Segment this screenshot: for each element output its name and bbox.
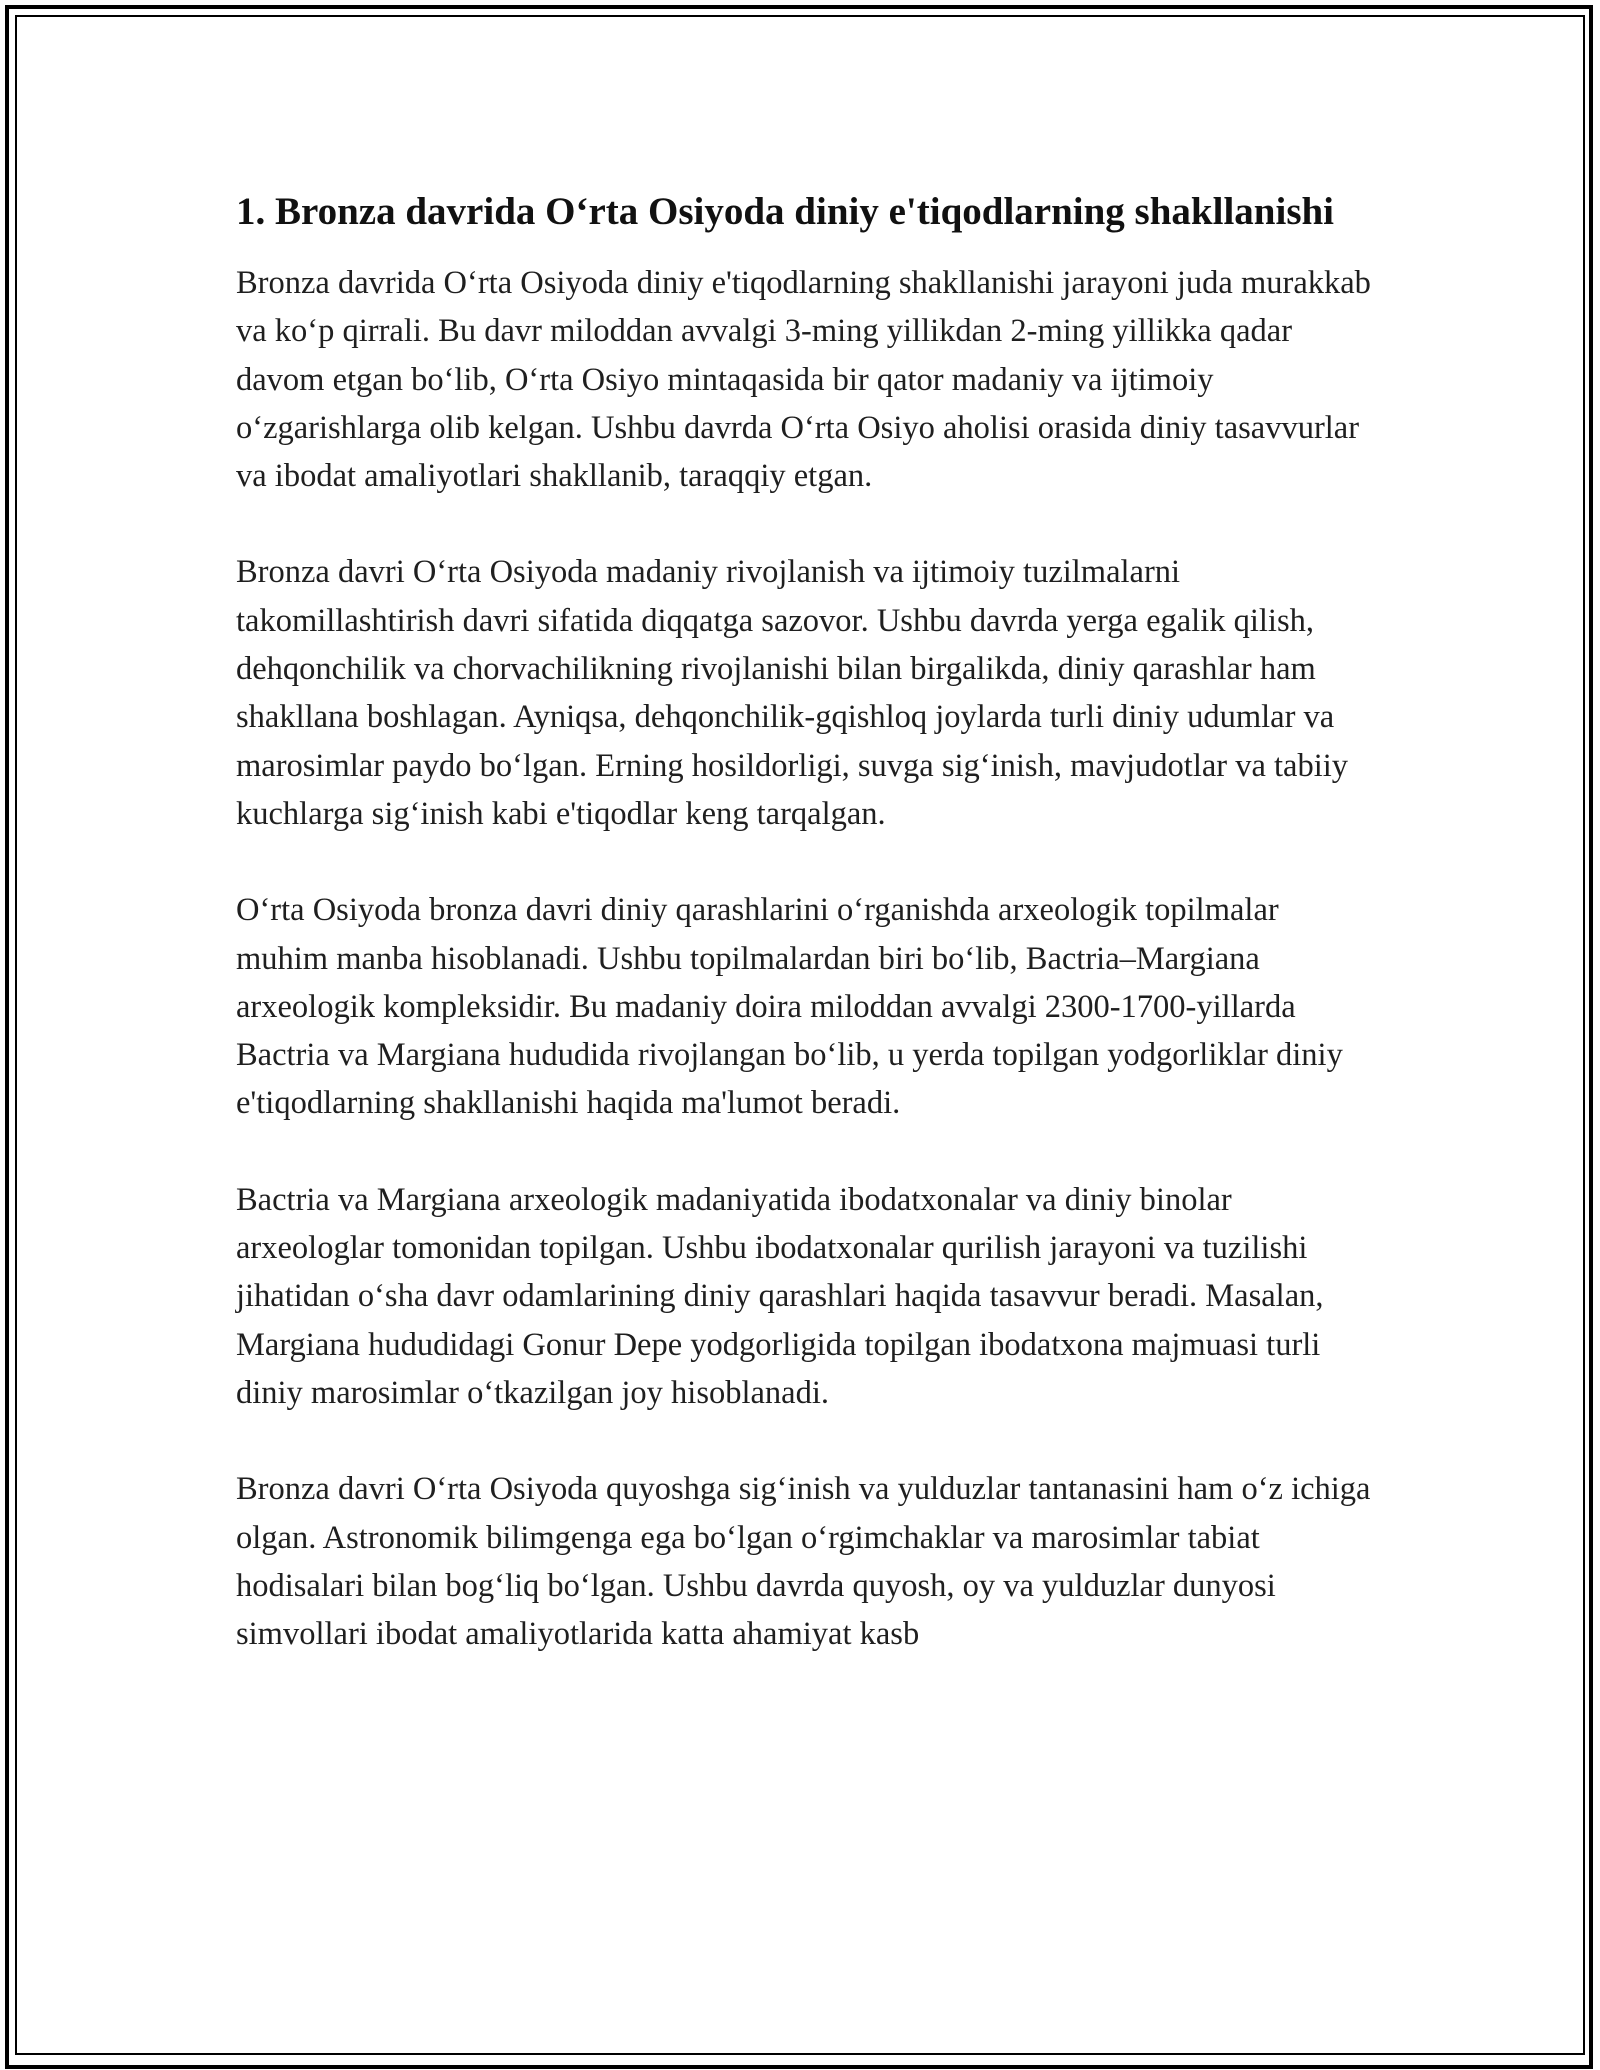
document-body <box>236 185 1376 1706</box>
paragraph-5: Bronza davri O‘rta Osiyoda quyoshga sig‘inish va yulduzlar tantanasini ham o‘z ichiga olgan. Astronomik bilimgenga ega bo‘lgan o‘rgimchaklar va marosimlar tabiat hodisalari bilan bog‘liq bo‘lgan. Ushbu davrda quyosh, oy va yulduzlar dunyosi simvollari ibodat amaliyotlarida katta ahamiyat kasb <box>236 1471 1371 1653</box>
section-heading: 1. Bronza davrida O‘rta Osiyoda diniy e'tiqodlarning shakllanishi <box>236 190 1335 233</box>
paragraph-2: Bronza davri O‘rta Osiyoda madaniy rivojlanish va ijtimoiy tuzilmalarni takomillashtirish davri sifatida diqqatga sazovor. Ushbu davrda yerga egalik qilish, dehqonchilik va chorvachilikning rivojlanishi bilan birgalikda, diniy qarashlar ham shakllana boshlagan. Ayniqsa, dehqonchilik-gqishloq joylarda turli diniy udumlar va marosimlar paydo bo‘lgan. Erning hosildorligi, suvga sig‘inish, mavjudotlar va tabiiy kuchlarga sig‘inish kabi e'tiqodlar keng tarqalgan. <box>236 554 1349 832</box>
paragraph-1: Bronza davrida O‘rta Osiyoda diniy e'tiqodlarning shakllanishi jarayoni juda murakkab va ko‘p qirrali. Bu davr miloddan avvalgi 3-ming yillikdan 2-ming yillikka qadar davom etgan bo‘lib, O‘rta Osiyo mintaqasida bir qator madaniy va ijtimoiy o‘zgarishlarga olib kelgan. Ushbu davrda O‘rta Osiyo aholisi orasida diniy tasavvurlar va ibodat amaliyotlari shakllanib, taraqqiy etgan. <box>236 265 1371 495</box>
paragraph-3: O‘rta Osiyoda bronza davri diniy qarashlarini o‘rganishda arxeologik topilmalar muhim manba hisoblanadi. Ushbu topilmalardan biri bo‘lib, Bactria–Margiana arxeologik kompleksidir. Bu madaniy doira miloddan avvalgi 2300-1700-yillarda Bactria va Margiana hududida rivojlangan bo‘lib, u yerda topilgan yodgorliklar diniy e'tiqodlarning shakllanishi haqida ma'lumot beradi. <box>236 892 1343 1122</box>
paragraph-4: Bactria va Margiana arxeologik madaniyatida ibodatxonalar va diniy binolar arxeologlar tomonidan topilgan. Ushbu ibodatxonalar qurilish jarayoni va tuzilishi jihatidan o‘sha davr odamlarining diniy qarashlari haqida tasavvur beradi. Masalan, Margiana hududidagi Gonur Depe yodgorligida topilgan ibodatxona majmuasi turli diniy marosimlar o‘tkazilgan joy hisoblanadi. <box>236 1181 1324 1411</box>
